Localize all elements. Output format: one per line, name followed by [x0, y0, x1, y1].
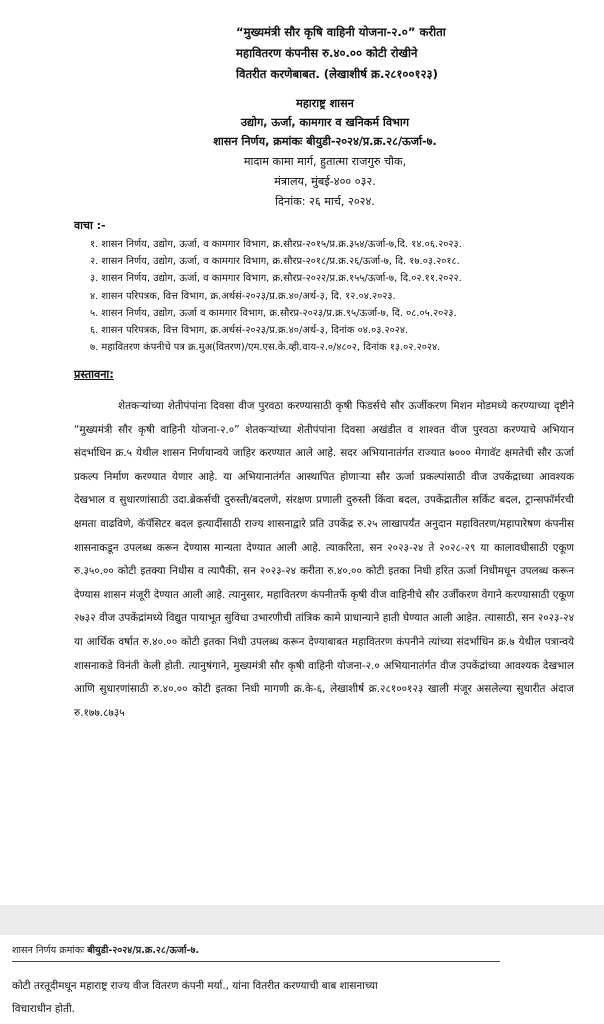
- reference-item: २. शासन निर्णय, उद्योग, ऊर्जा, व कामगार विभाग, क्र.सौरप्र-२०१८/प्र.क्र.२६/ऊर्जा-७, दि. १७.०३.२०१८.: [90, 256, 460, 268]
- page-header-label: शासन निर्णय क्रमांकः: [12, 945, 85, 956]
- document-date: दिनांक: २६ मार्च, २०२४.: [275, 195, 375, 208]
- page-header-divider: [12, 961, 500, 962]
- page-header-number: बीयुडी-२०२४/प्र.क्र.२८/ऊर्जा-७.: [87, 945, 200, 956]
- page-gap: [0, 905, 604, 935]
- continuation-line-1: कोटी तरतूदीमधून महाराष्ट्र राज्य वीज वितरण कंपनी मर्या., यांना वितरीत करण्याची बाब शासनाच्या: [12, 980, 378, 992]
- reference-item: ६. शासन परिपत्रक, वित्त विभाग, क्र.अर्थसं-२०२३/प्र.क्र.४०/अर्थ-३, दिनांक ०४.०३.२०२४.: [90, 325, 409, 337]
- subject-line-1: “मुख्यमंत्री सौर कृषि वाहिनी योजना-२.०” करीता: [236, 25, 446, 39]
- reference-item: ३. शासन निर्णय, उद्योग, ऊर्जा, व कामगार विभाग, क्र.सौरप्र-२०२२/प्र.क्र.१५५/ऊर्जा-७, दि.०२.११.२०२२.: [90, 273, 462, 285]
- page-header-gr-number: [12, 943, 199, 956]
- address-line-1: मादाम कामा मार्ग, हुतात्मा राजगुरु चौक,: [243, 155, 407, 168]
- introduction-heading: प्रस्तावना:: [74, 368, 114, 381]
- subject-line-3: वितरीत करणेबाबत. (लेखाशीर्ष क्र.२८१००१२३): [236, 67, 438, 81]
- references-list: [90, 236, 600, 356]
- reference-item: ४. शासन परिपत्रक, वित्त विभाग, क्र.अर्थसं-२०२३/प्र.क्र.४०/अर्थ-३, दि. १२.०४.२०२३.: [90, 290, 396, 302]
- continuation-text: [12, 975, 512, 1021]
- continuation-line-2: विचाराधीन होती.: [12, 1003, 75, 1015]
- subject-line-2: महावितरण कंपनीस रु.४०.०० कोटी रोखीने: [236, 46, 418, 60]
- introduction-paragraph: शेतकऱ्यांच्या शेतीपंपांना दिवसा वीज पुरवठा करण्यासाठी कृषी फिडर्सचे सौर ऊर्जीकरण मिशन मोडमध्ये करण्याच्या दृष्टीने “मुख्यमंत्री सौर कृषी वाहिनी योजना-२.०” शेतकऱ्यांच्या शेतीपंपांना दिवसा अखंडीत व शाश्वत वीज पुरवठा करण्याचे अभियान संदर्भाधिन क्र.५ येथील शासन निर्णयान्वये जाहिर करण्यात आले आहे. सदर अभियानातंर्गत राज्यात ७००० मेगावॅट क्षमतेची सौर ऊर्जा प्रकल्प निर्माण करण्यात येणार आहे. या अभियानातंर्गत आस्थापित होणाऱ्या सौर ऊर्जा प्रकल्पांसाठी वीज उपकेंद्राच्या आवश्यक देखभाल व सुधारणांसाठी उदा.ब्रेकर्सची दुरुस्ती/बदलणे, संरक्षण प्रणाली दुरुस्ती किंवा बदल, उपकेंद्रातील सर्किट बदल, ट्रान्सफॉर्मरची क्षमता वाढविणे, कॅपॅसिटर बदल इत्यादींसाठी राज्य शासनाद्वारे प्रति उपकेंद्र रु.२५ लाखापर्यंत अनुदान महावितरण/महापारेषण कंपनीस शासनाकडून उपलब्ध करून देण्यास मान्यता देण्यात आली आहे. त्याकरिता, सन २०२३-२४ ते २०२८-२९ या कालावधीसाठी एकूण रु.३५०.०० कोटी इतक्या निधीस व त्यापैकी, सन २०२३-२४ करीता रु.४०.०० कोटी इतका निधी हरित ऊर्जा निधीमधून उपलब्ध करून देण्यास शासन मंजूरी देण्यात आली आहे. त्यानुसार, महावितरण कंपनीतर्फे कृषी वीज वाहिनीचे सौर उर्जीकरण वेगाने करण्यासाठी एकूण २७३२ वीज उपकेंद्रांमध्ये विद्युत पायाभूत सुविधा उभारणीची तांत्रिक कामे प्राधान्याने हाती घेण्यात आली आहेत. त्यासाठी, सन २०२३-२४ या आर्थिक वर्षात रु.४०.०० कोटी इतका निधी उपलब्ध करून देण्याबाबत महावितरण कंपनीने त्यांच्या संदर्भाधिन क्र.७ येथील पत्रान्वये शासनाकडे विनंती केली होती. त्यानुषंगाने, मुख्यमंत्री सौर कृषी वाहिनी योजना-२.० अभियानातंर्गत वीज उपकेंद्रांच्या आवश्यक देखभाल आणि सुधारणांसाठी रु.४०.०० कोटी इतका निधी मागणी क्र.के-६, लेखाशीर्ष क्र.२८१००१२३ खाली मंजूर असलेल्या सुधारीत अंदाज रु.१७७.८७३५: [74, 400, 574, 719]
- department-name: उद्योग, ऊर्जा, कामगार व खनिकर्म विभाग: [240, 116, 410, 129]
- references-heading: वाचा :-: [74, 219, 106, 232]
- gr-number: शासन निर्णय, क्रमांकः बीयुडी-२०२४/प्र.क्र.२८/ऊर्जा-७.: [213, 135, 437, 148]
- government-name: महाराष्ट्र शासन: [296, 97, 354, 110]
- reference-item: ७. महावितरण कंपनीचे पत्र क्र.मुअ(वितरण)/एम.एस.के.व्ही.वाय-२.०/४८०२, दिनांक १३.०२.२०२४.: [90, 342, 441, 354]
- subject-block: [236, 22, 592, 85]
- reference-item: १. शासन निर्णय, उद्योग, ऊर्जा, व कामगार विभाग, क्र.सौरप्र-२०१५/प्र.क्र.३५४/ऊर्जा-७,दि. १४.०६.२०२३.: [90, 239, 462, 250]
- address-line-2: मंत्रालय, मुंबई-४०० ०३२.: [274, 175, 376, 188]
- reference-item: ५. शासन निर्णय, उद्योग, ऊर्जा व कामगार विभाग, क्र.सौरप्र-२०२३/प्र.क्र.९५/ऊर्जा-७, दि. ०८.०५.२०२३.: [90, 307, 457, 319]
